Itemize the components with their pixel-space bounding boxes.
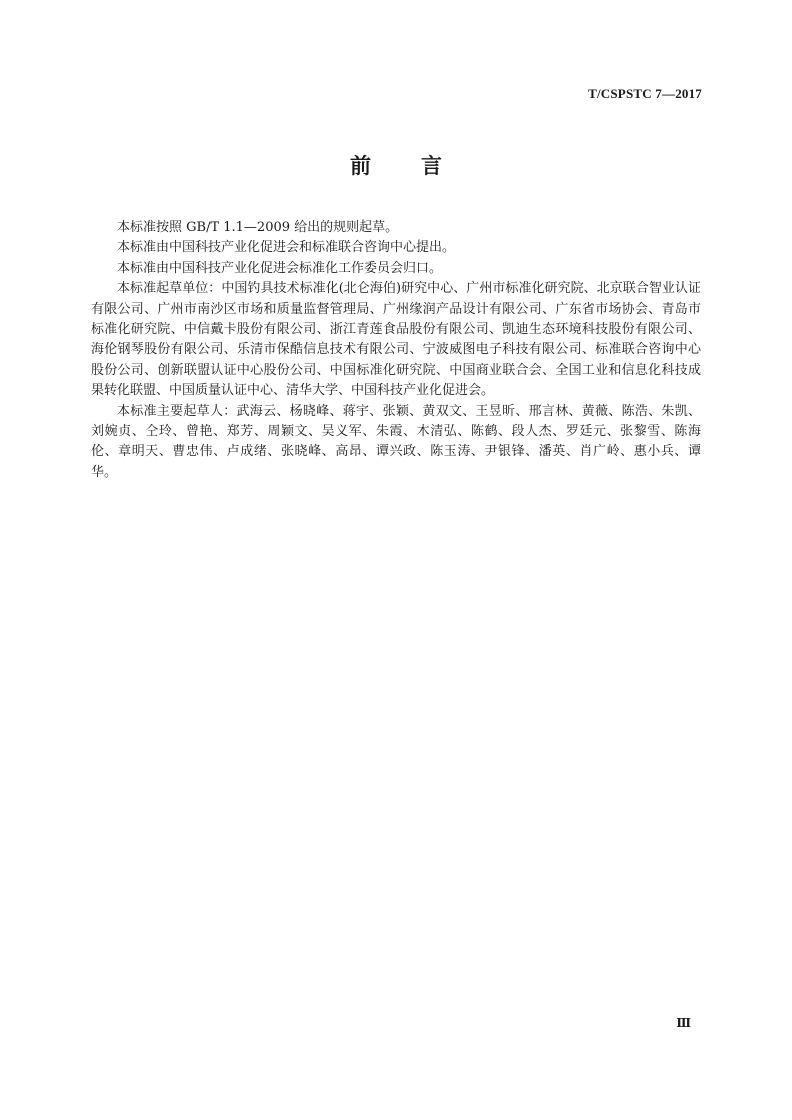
paragraph-drafting-units: 本标准起草单位：中国钓具技术标准化(北仑海伯)研究中心、广州市标准化研究院、北京联合智业认证有限公司、广州市南沙区市场和质量监督管理局、广州缘润产品设计有限公司、广东省市场协会、青岛市标准化研究院、中信戴卡股份有限公司、浙江青莲食品股份有限公司、凯迪生态环境科技股份有限公司、海伦钢琴股份有限公司、乐清市保酷信息技术有限公司、宁波威图电子科技有限公司、标准联合咨询中心股份公司、创新联盟认证中心股份公司、中国标准化研究院、中国商业联合会、全国工业和信息化科技成果转化联盟、中国质量认证中心、清华大学、中国科技产业化促进会。 (91, 281, 701, 399)
paragraph-governing-body: 本标准由中国科技产业化促进会标准化工作委员会归口。 (117, 260, 443, 276)
paragraph-main-drafters: 本标准主要起草人：武海云、杨晓峰、蒋宇、张颖、黄双文、王昱昕、邢言林、黄薇、陈浩、朱凯、刘婉贞、仝玲、曾艳、郑芳、周颖文、吴义军、朱霞、木清弘、陈鹤、段人杰、罗廷元、张黎雪、陈海伦、章明天、曹忠伟、卢成绪、张晓峰、高昂、谭兴政、陈玉涛、尹银锋、潘英、肖广岭、惠小兵、谭华。 (91, 403, 701, 480)
standard-number: T/CSPSTC 7—2017 (588, 86, 702, 101)
paragraph-proposer: 本标准由中国科技产业化促进会和标准联合咨询中心提出。 (117, 240, 456, 256)
section-title: 前言 (350, 154, 492, 178)
page-number: Ⅲ (676, 1016, 691, 1030)
paragraph-drafting-rules: 本标准按照 GB/T 1.1—2009 给出的规则起草。 (117, 220, 399, 235)
foreword-body (91, 218, 701, 483)
